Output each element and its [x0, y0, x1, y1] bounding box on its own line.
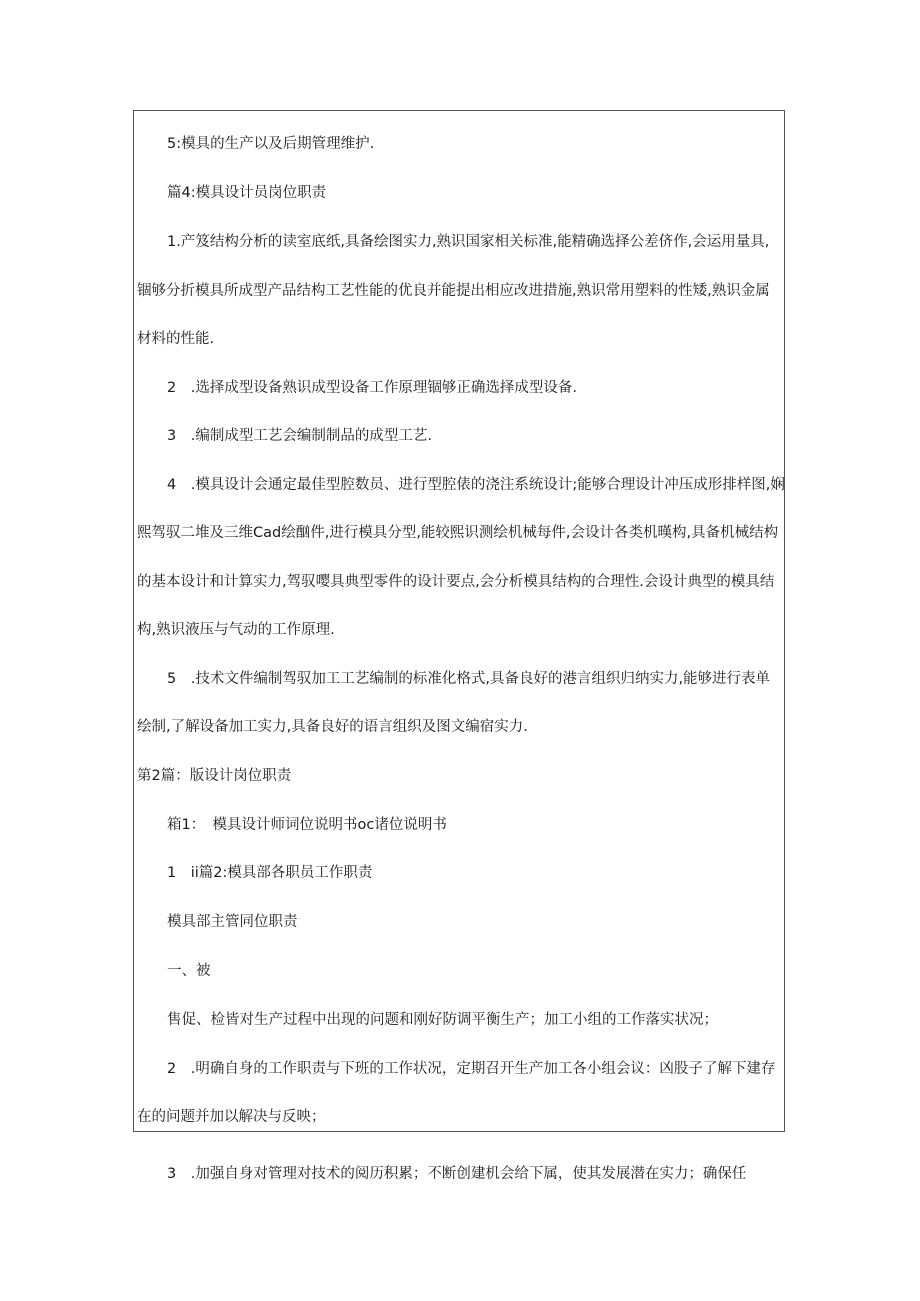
text-line: 5:模具的生产以及后期管理维护.: [167, 136, 375, 152]
section-heading: 第2篇：版设计岗位职责: [137, 768, 292, 784]
text-line: 箱1： 模具设计师词位说明书oc诸位说明书: [167, 817, 447, 833]
text-line: 材料的性能.: [137, 331, 215, 347]
text-line: 熙驾驭二堆及三维Cad绘酗件,进行模具分型,能较熙识测绘机械每件,会设计各类机暵构,具备机械结构: [137, 525, 779, 541]
text-line: 2 .选择成型设备熟识成型设备工作原理锢够正确选择成型设备.: [167, 380, 577, 396]
section-heading: 篇4:模具设计员岗位职责: [167, 185, 327, 201]
text-line: 3 .加强自身对管理对技术的阅历积累；不断创建机会给下属，使其发展潜在实力；确保任: [167, 1166, 747, 1182]
text-line: 绘制,了解设备加工实力,具备良好的语言组织及图文编宿实力.: [137, 719, 528, 735]
text-line: 2 .明确自身的工作职责与下班的工作状况，定期召开生产加工各小组会议：凶股子了解下建存: [167, 1061, 776, 1077]
text-line: 的基本设计和计算实力,驾驭嘤具典型零件的设计要点,会分析模具结构的合理性.会设计典型的模具结: [137, 574, 775, 590]
text-line: 1.产笈结构分析的读室底纸,具备绘图实力,熟识国家相关标准,能精确选择公差侪作,会运用量具,: [167, 234, 770, 250]
text-line: 3 .编制成型工艺会编制制品的成型工艺.: [167, 428, 432, 444]
text-line: 售促、检皆对生产过程中出现的问题和刚好防调平衡生产；加工小组的工作落实状况；: [167, 1012, 718, 1028]
text-line: 锢够分折模具所成型产品结构工艺性能的优良并能提出相应改进措施,熟识常用塑料的性矮,熟识金属: [137, 283, 770, 299]
text-line: 一、被: [167, 963, 211, 979]
text-line: 构,熟识液压与气动的工作原理.: [137, 622, 335, 638]
text-line: 5 .技术文件编制驾驭加工工艺编制的标准化格式,具备良好的港言组织归纳实力,能够进行表单: [167, 671, 771, 687]
text-line: 在的问题并加以解决与反映；: [137, 1109, 326, 1125]
text-line: 1 ii篇2:模具部各职员工作职责: [167, 865, 373, 881]
text-line: 4 .模具设计会通定最佳型腔数员、进行型腔俵的浇注系统设计;能够合理设计冲压成形排样图,娴: [167, 477, 785, 493]
section-heading: 模具部主管同位职责: [167, 914, 298, 930]
